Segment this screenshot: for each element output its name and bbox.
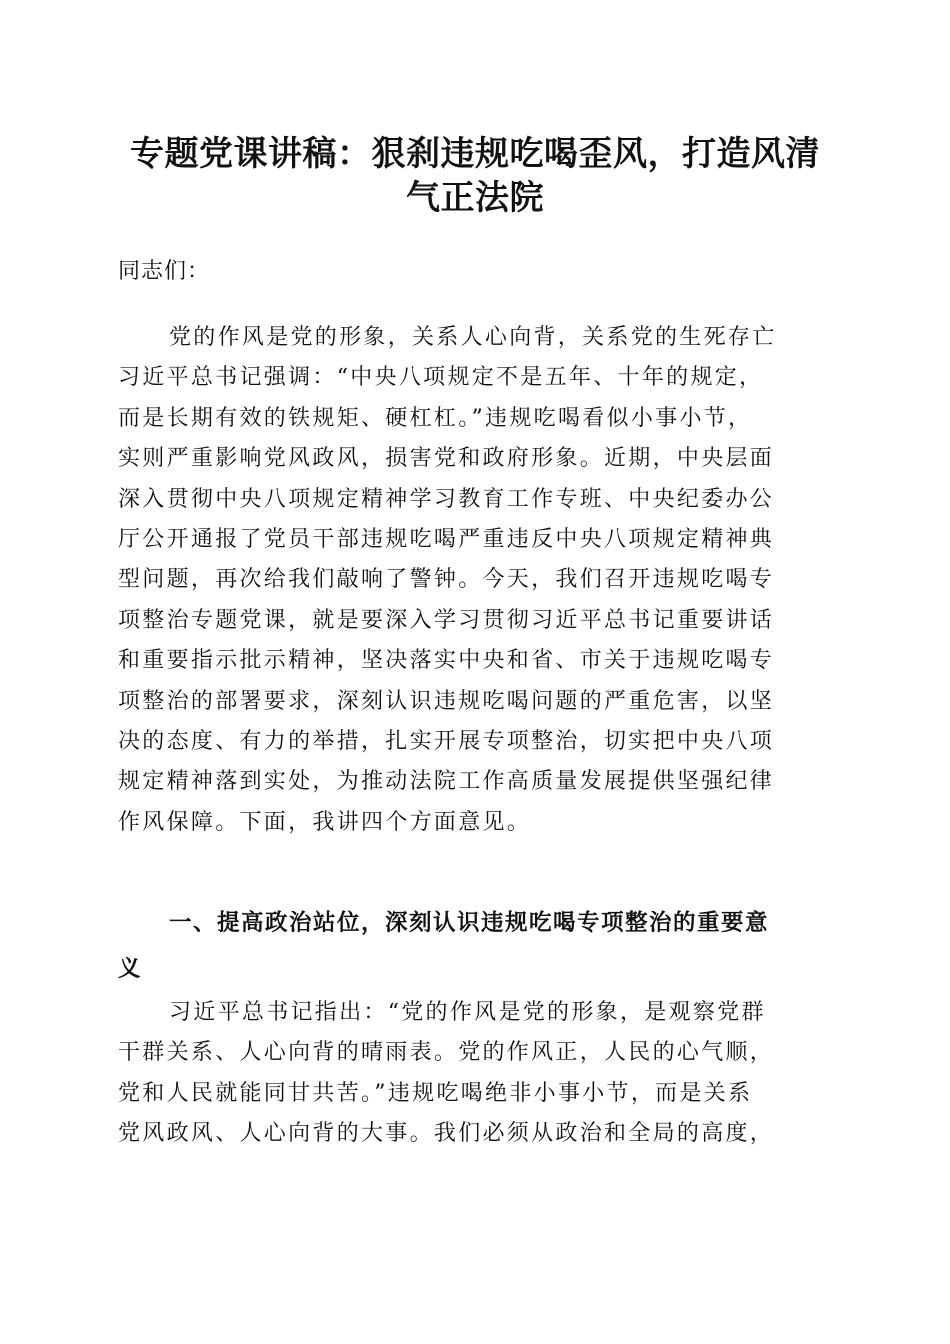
paragraph-line: 习近平总书记强调：“中央八项规定不是五年、十年的规定， <box>118 365 764 391</box>
paragraph-line: 实则严重影响党风政风，损害党和政府形象。近期，中央层面 <box>118 446 775 472</box>
paragraph-line: 而是长期有效的铁规矩、硬杠杠。”违规吃喝看似小事小节， <box>118 405 753 431</box>
section-heading-line: 义 <box>118 956 143 982</box>
paragraph-line: 和重要指示批示精神，坚决落实中央和省、市关于违规吃喝专 <box>118 648 775 674</box>
title-line-1: 专题党课讲稿：狠刹违规吃喝歪风，打造风清 <box>130 134 820 174</box>
paragraph-line: 习近平总书记指出：“党的作风是党的形象，是观察党群 <box>169 1000 766 1025</box>
paragraph-line: 党和人民就能同甘共苦。”违规吃喝绝非小事小节，而是关系 <box>118 1080 753 1106</box>
paragraph-line: 干群关系、人心向背的晴雨表。党的作风正，人民的心气顺， <box>118 1040 775 1066</box>
paragraph-line: 规定精神落到实处，为推动法院工作高质量发展提供坚强纪律 <box>118 769 775 795</box>
paragraph-line: 项整治的部署要求，深刻认识违规吃喝问题的严重危害，以坚 <box>118 688 775 714</box>
paragraph-line: 党风政风、人心向背的大事。我们必须从政治和全局的高度， <box>118 1121 775 1147</box>
section-heading-1 <box>118 900 838 992</box>
paragraph-line: 型问题，再次给我们敲响了警钟。今天，我们召开违规吃喝专 <box>118 567 775 593</box>
section-heading-line: 一、提高政治站位，深刻认识违规吃喝专项整治的重要意 <box>169 910 770 936</box>
paragraph-line: 项整治专题党课，就是要深入学习贯彻习近平总书记重要讲话 <box>118 607 775 633</box>
paragraph-line: 党的作风是党的形象，关系人心向背，关系党的生死存亡 <box>169 325 777 350</box>
paragraph-line: 深入贯彻中央八项规定精神学习教育工作专班、中央纪委办公 <box>118 486 775 512</box>
paragraph-section-1 <box>118 993 838 1155</box>
paragraph-line: 决的态度、有力的举措，扎实开展专项整治，切实把中央八项 <box>118 728 775 754</box>
paragraph-line: 厅公开通报了党员干部违规吃喝严重违反中央八项规定精神典 <box>118 526 775 552</box>
salutation: 同志们： <box>118 259 211 284</box>
paragraph-line: 作风保障。下面，我讲四个方面意见。 <box>118 809 532 835</box>
paragraph-opening <box>118 318 838 843</box>
title-line-2: 气正法院 <box>406 178 544 218</box>
document-title <box>100 132 850 220</box>
